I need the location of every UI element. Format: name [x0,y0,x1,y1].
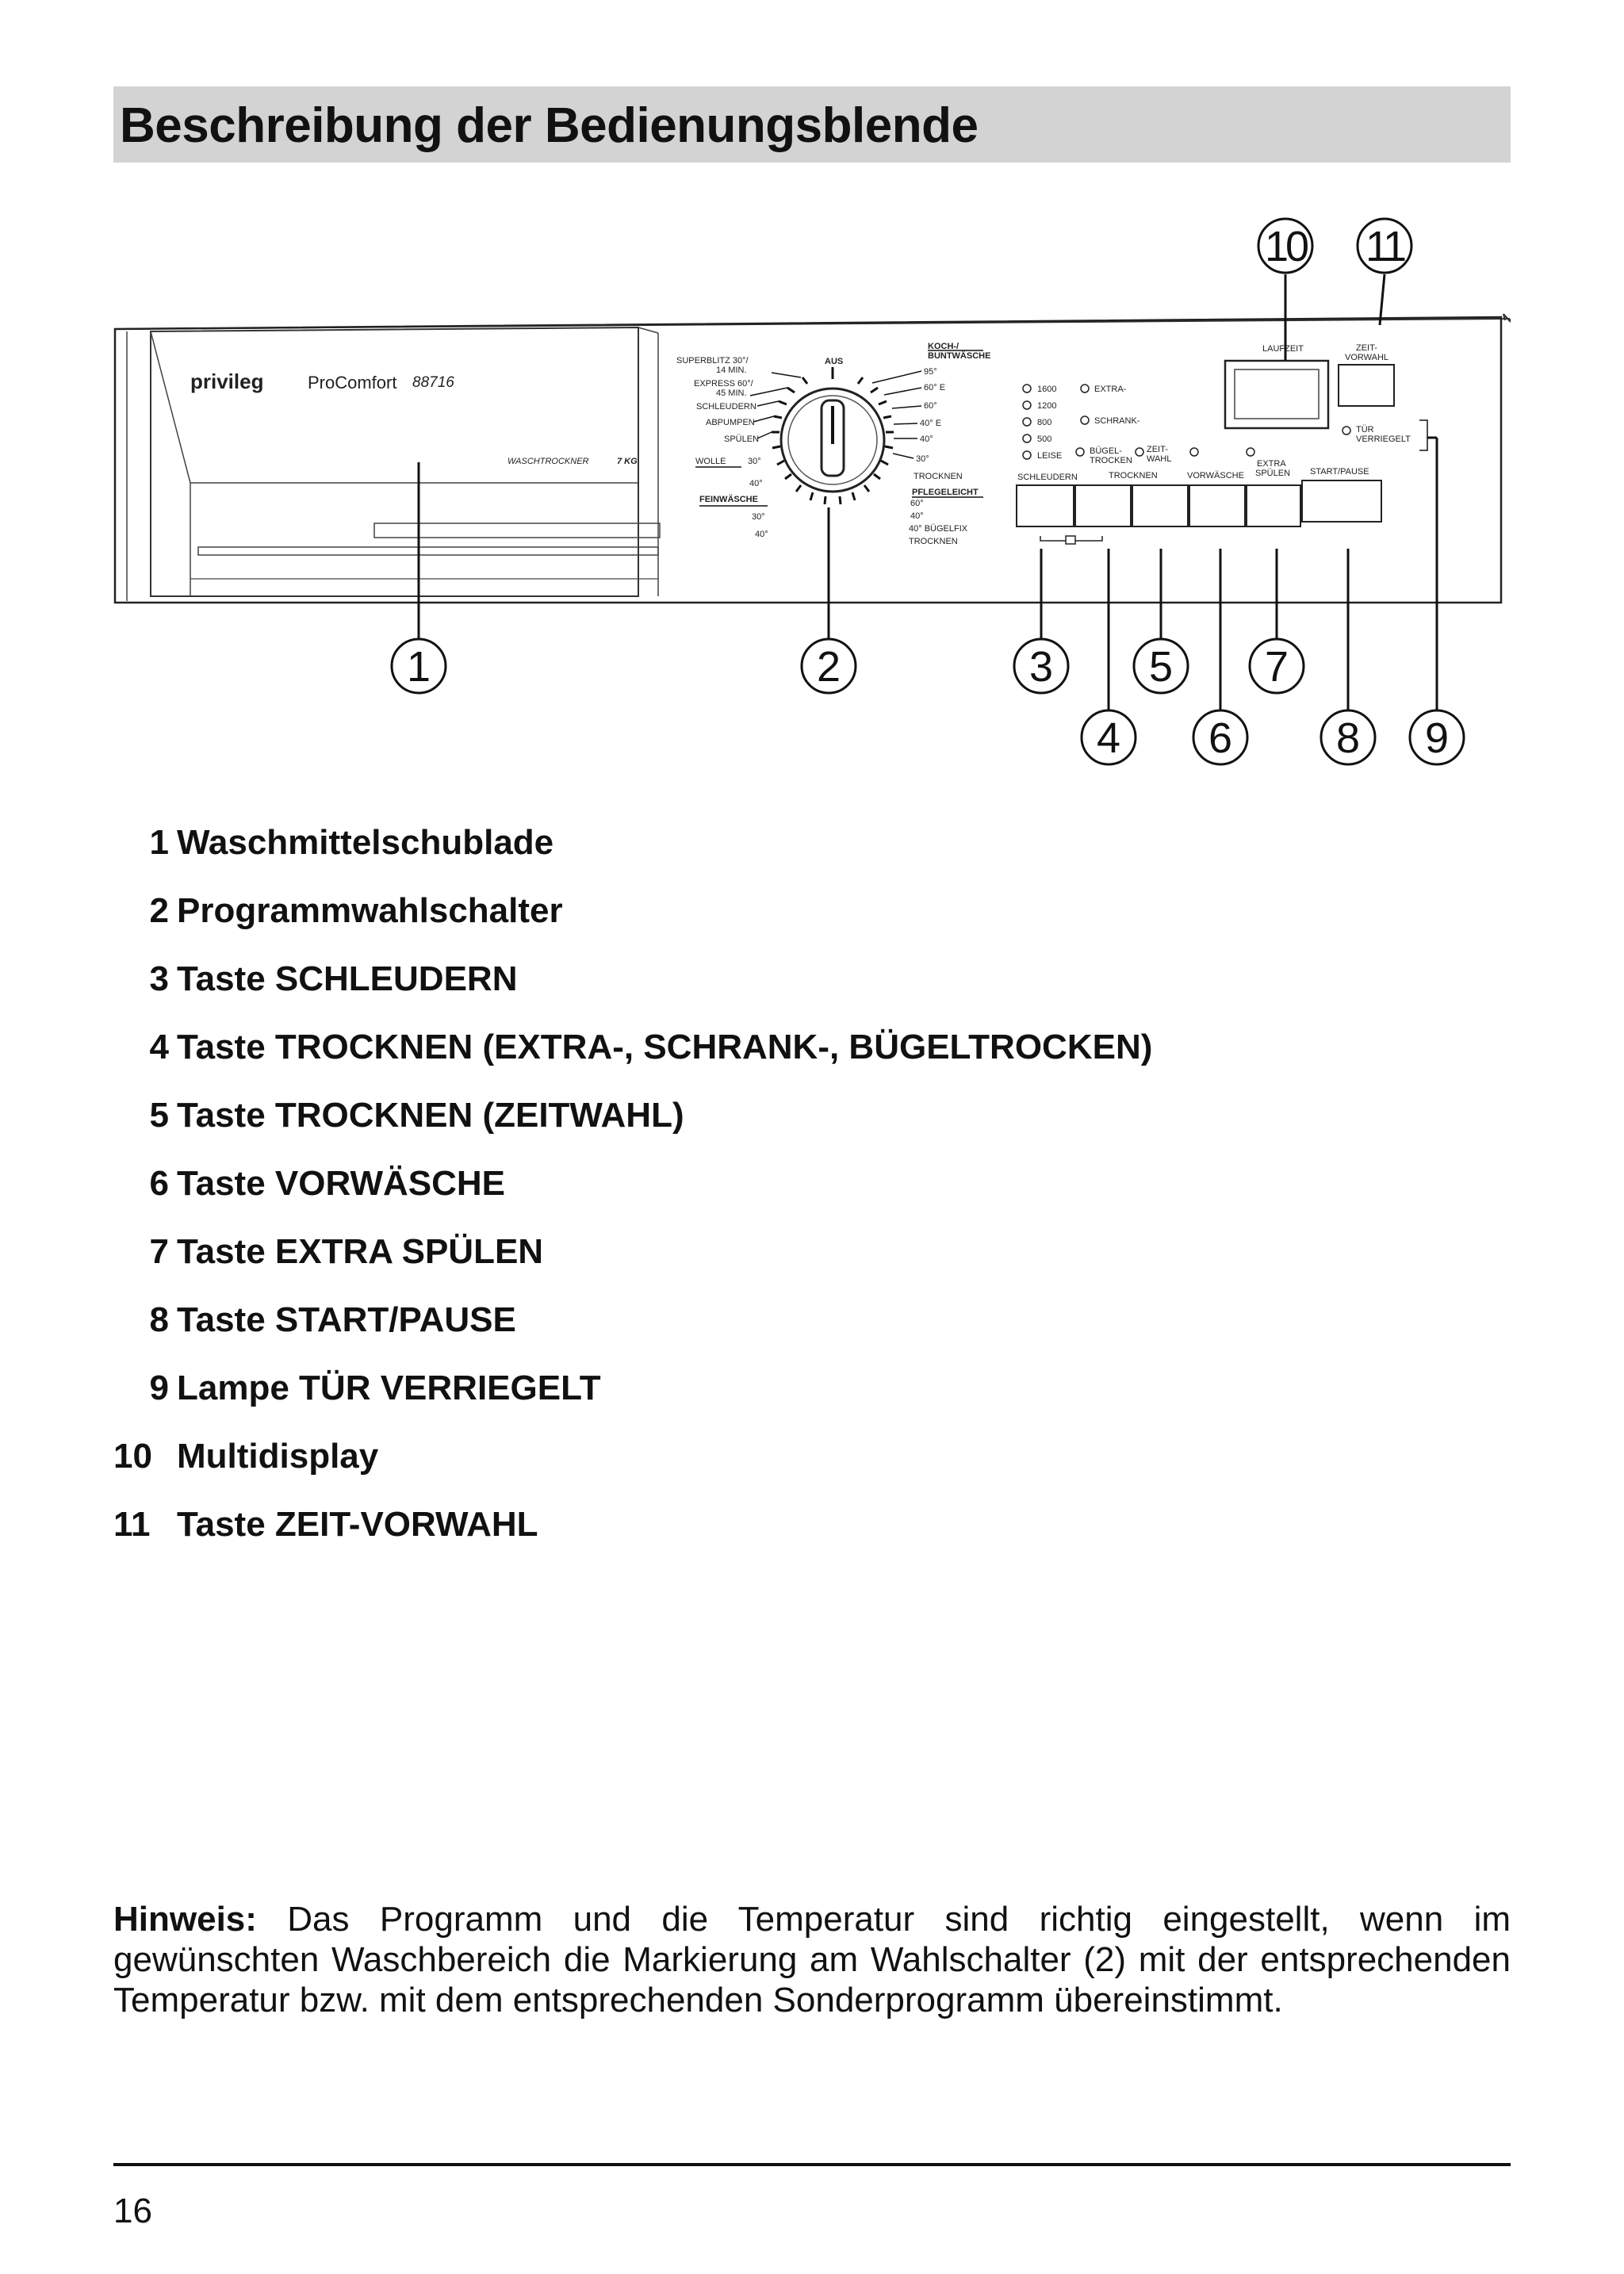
svg-text:60°: 60° [924,401,937,411]
svg-text:95°: 95° [924,367,937,377]
svg-text:40°: 40° [749,479,763,488]
svg-text:VORWÄSCHE: VORWÄSCHE [1187,471,1244,480]
footer-divider [113,2163,1511,2166]
dial-left-labels [676,356,768,539]
svg-text:2: 2 [816,643,841,691]
svg-text:8: 8 [1335,714,1361,762]
svg-text:40°: 40° [920,435,933,444]
spin-speed-leds [1023,385,1062,461]
display-label: LAUFZEIT [1262,344,1304,354]
svg-text:800: 800 [1037,418,1052,427]
legend-item: 9 Lampe TÜR VERRIEGELT [149,1369,601,1407]
svg-text:4: 4 [1096,714,1121,762]
page-title: Beschreibung der Bedienungsblende [120,98,979,153]
svg-text:30°: 30° [752,512,765,522]
legend-item: 1 Waschmittelschublade [149,823,554,862]
prewash-button[interactable] [1189,485,1245,526]
svg-text:PFLEGELEICHT: PFLEGELEICHT [912,488,979,497]
door-lamp-label-2: VERRIEGELT [1356,435,1411,444]
timer-label: ZEIT- [1356,343,1377,353]
svg-text:TROCKNEN: TROCKNEN [914,472,963,481]
svg-text:TROCKEN: TROCKEN [1090,456,1132,465]
button-labels [1017,459,1369,482]
svg-text:SPÜLEN: SPÜLEN [1255,469,1291,478]
legend-list [113,823,1152,1573]
svg-text:FEINWÄSCHE: FEINWÄSCHE [699,495,758,504]
dry-button[interactable] [1075,485,1131,526]
svg-text:ABPUMPEN: ABPUMPEN [706,418,755,427]
spin-button[interactable] [1017,485,1074,526]
svg-text:40°: 40° [910,511,924,521]
svg-text:500: 500 [1037,435,1052,444]
svg-text:SPÜLEN: SPÜLEN [724,435,760,444]
svg-text:BÜGEL-: BÜGEL- [1090,446,1122,456]
svg-text:45 MIN.: 45 MIN. [716,389,747,398]
model-name: ProComfort [308,373,397,392]
legend-item: 2 Programmwahlschalter [149,891,563,930]
brand-logo: privileg [190,369,264,393]
svg-text:60°: 60° [910,499,924,508]
svg-text:1200: 1200 [1037,401,1057,411]
legend-item: 5 Taste TROCKNEN (ZEITWAHL) [149,1096,684,1135]
note-label: Hinweis: [113,1900,257,1939]
dial-right-labels [909,342,990,546]
legend-item: 6 Taste VORWÄSCHE [149,1164,506,1203]
door-lamp-label: TÜR [1356,425,1374,435]
page-number: 16 [113,2192,152,2230]
legend-item: 4 Taste TROCKNEN (EXTRA-, SCHRANK-, BÜGELTROCKEN) [149,1028,1153,1066]
svg-text:60° E: 60° E [924,383,946,392]
svg-text:EXTRA: EXTRA [1257,459,1286,469]
svg-text:BUNTWÄSCHE: BUNTWÄSCHE [928,351,991,361]
svg-text:WAHL: WAHL [1147,454,1172,464]
svg-text:LEISE: LEISE [1037,451,1063,461]
legend-item: 11 Taste ZEIT-VORWAHL [113,1505,538,1544]
svg-text:7: 7 [1264,643,1289,691]
svg-text:TROCKNEN: TROCKNEN [1109,471,1158,480]
extra-rinse-button[interactable] [1247,485,1300,526]
svg-text:5: 5 [1148,643,1174,691]
svg-text:TROCKNEN: TROCKNEN [909,537,958,546]
svg-text:10: 10 [1264,223,1307,270]
door-locked-lamp [1342,427,1350,435]
svg-text:WOLLE: WOLLE [695,457,726,466]
svg-text:30°: 30° [916,454,929,464]
model-number: 88716 [412,374,454,391]
svg-text:3: 3 [1028,643,1054,691]
start-pause-button[interactable] [1302,480,1381,522]
svg-text:SCHLEUDERN: SCHLEUDERN [696,402,756,412]
svg-text:9: 9 [1424,714,1450,762]
svg-text:ZEIT-: ZEIT- [1147,445,1168,454]
note-text: Das Programm und die Temperatur sind richtig eingestellt, wenn im gewünschten Waschbereich die Markierung am Wahlschalter (2) mit der entsprechenden Temperatur bzw. mit dem entsprechenden Sonderprogramm übereinstimmt. [113,1900,1511,2019]
svg-text:30°: 30° [748,457,761,466]
svg-text:EXPRESS 60°/: EXPRESS 60°/ [694,379,753,389]
svg-text:SUPERBLITZ 30°/: SUPERBLITZ 30°/ [676,356,749,366]
svg-text:KOCH-/: KOCH-/ [928,342,959,351]
svg-text:SCHRANK-: SCHRANK- [1094,416,1140,426]
svg-text:1600: 1600 [1037,385,1057,394]
timer-label-2: VORWAHL [1345,353,1389,362]
svg-text:14 MIN.: 14 MIN. [716,366,747,375]
dial-off-label: AUS [825,357,844,366]
dry-timed-button[interactable] [1132,485,1188,526]
note-paragraph [113,1899,1511,2020]
program-dial[interactable] [781,389,884,492]
svg-text:1: 1 [406,643,431,691]
legend-item: 8 Taste START/PAUSE [149,1300,516,1339]
svg-text:EXTRA-: EXTRA- [1094,385,1127,394]
multidisplay [1225,361,1328,428]
svg-text:40° BÜGELFIX: 40° BÜGELFIX [909,524,968,534]
legend-item: 10 Multidisplay [113,1437,379,1476]
svg-text:SCHLEUDERN: SCHLEUDERN [1017,473,1078,482]
lock-icon [1066,536,1075,544]
drawer-label: WASCHTROCKNER [508,457,589,466]
svg-text:11: 11 [1365,223,1404,270]
svg-text:40°: 40° [755,530,768,539]
drawer-capacity: 7 KG [617,457,638,466]
control-panel-diagram [0,0,1624,793]
svg-text:START/PAUSE: START/PAUSE [1310,467,1369,477]
legend-item: 3 Taste SCHLEUDERN [149,959,518,998]
svg-text:6: 6 [1208,714,1233,762]
legend-item: 7 Taste EXTRA SPÜLEN [149,1232,544,1271]
dry-option-leds [1076,385,1254,465]
timer-preselect-button[interactable] [1339,365,1394,406]
svg-text:40° E: 40° E [920,419,942,428]
